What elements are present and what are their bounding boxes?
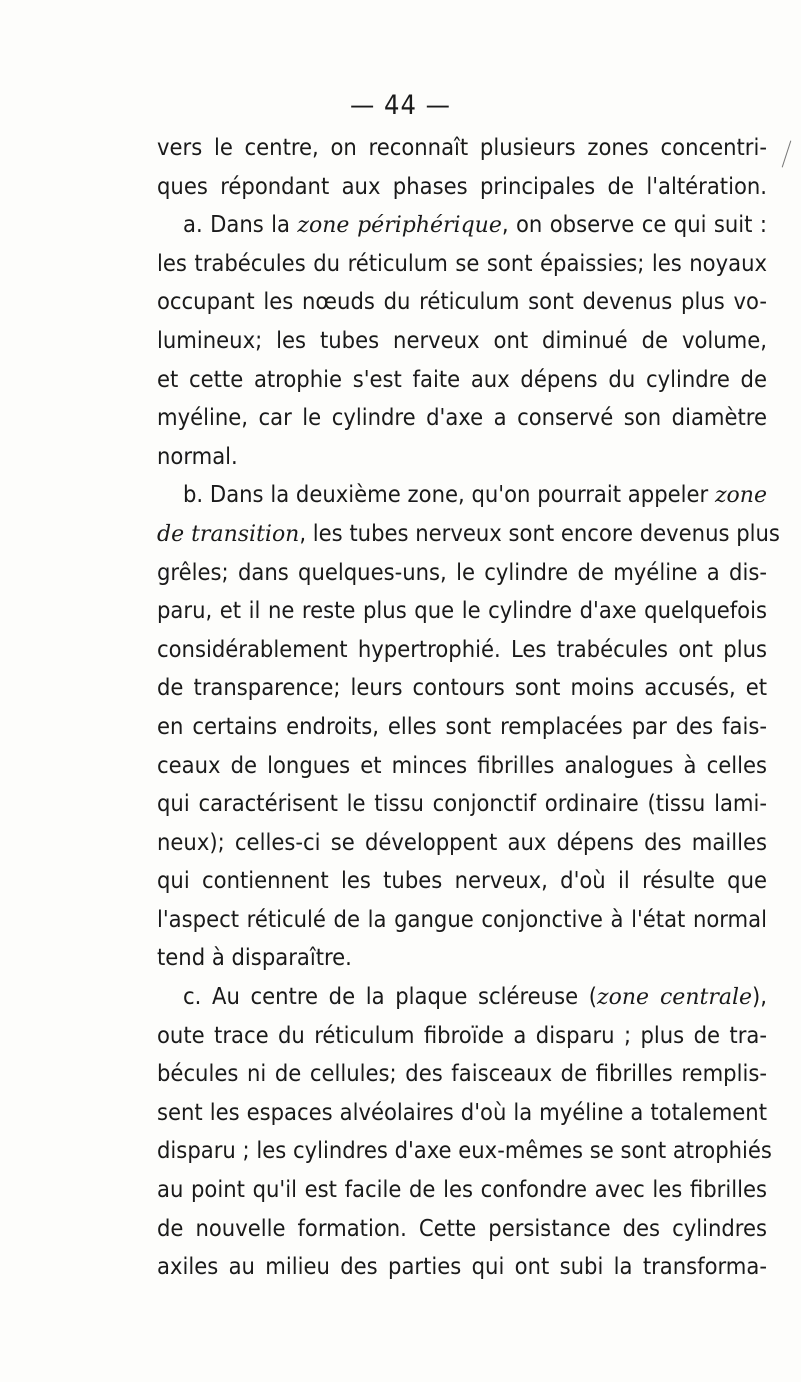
text-line: au point qu'il est facile de les confondre avec les fibrilles [157,1175,767,1204]
text-line: paru, et il ne reste plus que le cylindre d'axe quelquefois [157,596,767,625]
text-line: myéline, car le cylindre d'axe a conservé son diamètre [157,403,767,432]
text-line: en certains endroits, elles sont remplacées par des fais- [157,711,767,740]
text-line: b. Dans la deuxième zone, qu'on pourrait appeler zone [183,480,767,509]
text-line: lumineux; les tubes nerveux ont diminué de volume, [157,325,767,354]
text-line: grêles; dans quelques-uns, le cylindre de myéline a dis- [157,557,767,586]
italic-term: zone [714,483,767,509]
text-line: ceaux de longues et minces fibrilles analogues à celles [157,750,767,779]
text-line: de transparence; leurs contours sont moins accusés, et [157,673,767,702]
margin-pencil-mark [782,141,792,168]
text-line: l'aspect réticulé de la gangue conjonctive à l'état normal [157,904,767,933]
text-line: de nouvelle formation. Cette persistance des cylindres [157,1213,767,1242]
italic-term: zone périphérique [297,213,502,239]
text-line: les trabécules du réticulum se sont épaissies; les noyaux [157,248,767,277]
text-line: qui caractérisent le tissu conjonctif ordinaire (tissu lami- [157,789,767,818]
text-line: ques répondant aux phases principales de l'altération. [157,171,767,200]
text-line: de transition, les tubes nerveux sont encore devenus plus [157,518,780,547]
italic-term: de transition [157,521,300,547]
text-line: vers le centre, on reconnaît plusieurs zones concentri- [157,133,767,161]
text-line: sent les espaces alvéolaires d'où la myéline a totalement [157,1097,767,1126]
text-line: et cette atrophie s'est faite aux dépens du cylindre de [157,364,767,393]
page-number: — 44 — [350,90,451,121]
text-line: neux); celles-ci se développent aux dépens des mailles [157,827,767,856]
text-line: axiles au milieu des parties qui ont subi la transforma- [157,1252,767,1281]
text-line: tend à disparaître. [157,943,352,972]
text-line: a. Dans la zone périphérique, on observe ce qui suit : [183,210,767,239]
text-line: c. Au centre de la plaque scléreuse (zone centrale), [183,982,767,1011]
text-line: bécules ni de cellules; des faisceaux de fibrilles remplis- [157,1059,767,1088]
text-line: disparu ; les cylindres d'axe eux-mêmes se sont atrophiés [157,1136,772,1165]
text-line: normal. [157,441,238,470]
italic-term: zone centrale [597,985,753,1011]
text-line: qui contiennent les tubes nerveux, d'où il résulte que [157,866,767,895]
text-line: occupant les nœuds du réticulum sont devenus plus vo- [157,287,767,316]
text-line: considérablement hypertrophié. Les trabécules ont plus [157,634,767,663]
text-line: oute trace du réticulum fibroïde a disparu ; plus de tra- [157,1020,767,1049]
body-text [157,128,780,1286]
